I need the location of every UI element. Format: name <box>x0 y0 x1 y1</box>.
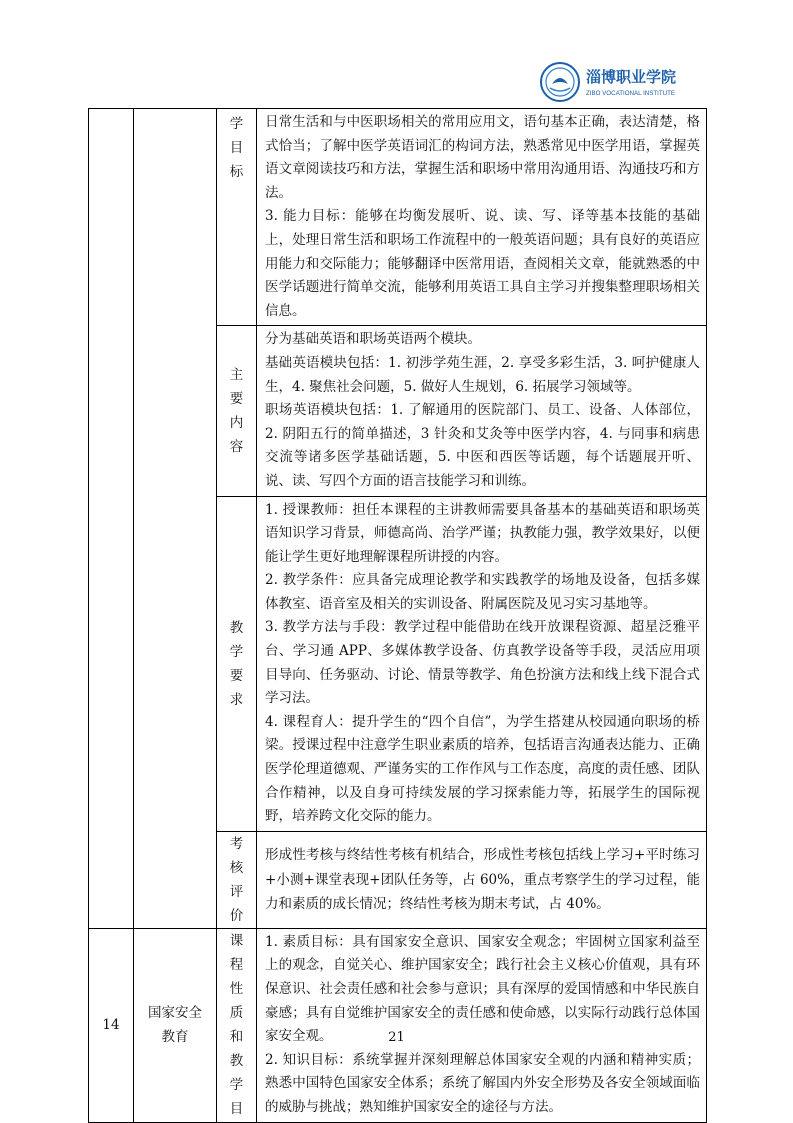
paragraph: 分为基础英语和职场英语两个模块。 <box>265 331 481 348</box>
page-number: 21 <box>388 1030 405 1045</box>
label-char: 价 <box>229 907 244 924</box>
row-number-cell-empty <box>89 109 134 929</box>
label-char: 内 <box>229 414 244 431</box>
paragraph: 2. 知识目标：系统掌握并深刻理解总体国家安全观的内涵和精神实质；熟悉中国特色国家安全体系；系统了解国内外安全形势及各安全领域面临的威胁与挑战；熟知维护国家安全的途径与方法。 <box>265 1051 700 1115</box>
label-char: 教 <box>229 619 244 636</box>
paragraph: 职场英语模块包括：1. 了解通用的医院部门、员工、设备、人体部位，2. 阴阳五行的简单描述，3 针灸和艾灸等中医学内容，4. 与同事和病患交流等诸多医学基础话题，5. 中医和西医等话题，每个话题展开听、说、读、写四个方面的语言技能学习和训练。 <box>265 402 700 489</box>
label-char: 要 <box>229 667 244 684</box>
college-logo <box>538 60 698 104</box>
label-char: 主 <box>229 366 244 383</box>
paragraph: 3. 能力目标：能够在均衡发展听、说、读、写、译等基本技能的基础上，处理日常生活和职场工作流程中的一般英语问题；具有良好的英语应用能力和交际能力；能够翻译中医常用语，查阅相关文章，能就熟悉的中医学话题进行简单交流，能够利用英语工具自主学习并搜集整理职场相关信息。 <box>265 208 700 319</box>
section-label-objectives <box>217 109 257 326</box>
section-label-main-content <box>217 326 257 496</box>
label-char: 学 <box>229 1077 244 1094</box>
section-label-assessment <box>217 831 257 928</box>
label-char: 评 <box>229 883 244 900</box>
paragraph: 基础英语模块包括：1. 初涉学苑生涯，2. 享受多彩生活，3. 呵护健康人生，4. 聚焦社会问题，5. 做好人生规划，6. 拓展学习领域等。 <box>265 354 700 395</box>
course-name-cell-empty <box>134 109 217 929</box>
label-char: 质 <box>229 1005 244 1022</box>
label-char: 核 <box>229 859 244 876</box>
curriculum-table <box>88 108 706 1123</box>
college-emblem-icon <box>538 60 698 104</box>
row-number: 14 <box>102 1017 120 1034</box>
label-char: 性 <box>229 981 244 998</box>
label-char: 求 <box>229 691 244 708</box>
label-char: 目 <box>229 140 244 156</box>
label-char: 程 <box>229 957 244 974</box>
row-course-14 <box>89 928 707 1122</box>
section-label-teaching-requirements <box>217 496 257 831</box>
label-char: 教 <box>229 1053 244 1070</box>
label-char: 和 <box>229 1029 244 1046</box>
course-name-cell <box>134 928 217 1122</box>
section-content-assessment <box>257 831 707 928</box>
label-char: 目 <box>229 1101 244 1118</box>
section-content-objectives <box>257 109 707 326</box>
row-objectives-continued <box>89 109 707 326</box>
label-char: 标 <box>229 164 244 180</box>
college-english-text: ZIBO VOCATIONAL INSTITUTE <box>586 90 676 97</box>
paragraph: 形成性考核与终结性考核有机结合，形成性考核包括线上学习+平时练习+小测+课堂表现+团队任务等，占 60%，重点考察学生的学习过程，能力和素质的成长情况；终结性考核为期末考试，占 40%。 <box>265 847 700 913</box>
paragraph: 日常生活和与中医职场相关的常用应用文，语句基本正确，表达清楚，格式恰当；了解中医学英语词汇的构词方法，熟悉常见中医学用语，掌握英语文章阅读技巧和方法，掌握生活和职场中常用沟通用语、沟通技巧和方法。 <box>265 114 700 201</box>
section-content-teaching-requirements <box>257 496 707 831</box>
label-char: 学 <box>229 116 244 132</box>
label-char: 要 <box>229 390 244 407</box>
paragraph: 3. 教学方法与手段：教学过程中能借助在线开放课程资源、超星泛雅平台、学习通 APP、多媒体教学设备、仿真教学设备等手段，灵活应用项目导向、任务驱动、讨论、情景等教学、角色扮演方法和线上线下混合式学习法。 <box>265 619 700 707</box>
section-content-course-nature <box>257 928 707 1122</box>
paragraph: 4. 课程育人：提升学生的“四个自信”，为学生搭建从校园通向职场的桥梁。授课过程中注意学生职业素质的培养，包括语言沟通表达能力、正确医学伦理道德观、严谨务实的工作作风与工作态度，高度的责任感、团队合作精神，以及自身可持续发展的学习探索能力等，拓展学生的国际视野，培养跨文化交际的能力。 <box>265 713 700 825</box>
paragraph: 1. 授课教师：担任本课程的主讲教师需要具备基本的基础英语和职场英语知识学习背景，师德高尚、治学严谨；执教能力强，教学效果好，以便能让学生更好地理解课程所讲授的内容。 <box>265 501 700 565</box>
course-name-line1: 国家安全 <box>148 1005 202 1022</box>
college-name-text: 淄博职业学院 <box>586 70 677 86</box>
course-name-line2: 教育 <box>161 1029 189 1046</box>
label-char: 容 <box>229 438 244 455</box>
row-number-cell <box>89 928 134 1122</box>
section-label-course-nature <box>217 928 257 1122</box>
label-char: 课 <box>229 933 244 950</box>
paragraph: 1. 素质目标：具有国家安全意识、国家安全观念；牢固树立国家利益至上的观念，自觉关心、维护国家安全；践行社会主义核心价值观，具有环保意识、社会责任感和社会参与意识；具有深厚的爱国情感和中华民族自豪感；具有自觉维护国家安全的责任感和使命感，以实际行动践行总体国家安全观。 <box>265 933 700 1045</box>
label-char: 学 <box>229 643 244 660</box>
section-content-main-content <box>257 326 707 496</box>
paragraph: 2. 教学条件：应具备完成理论教学和实践教学的场地及设备，包括多媒体教室、语音室及相关的实训设备、附属医院及见习实习基地等。 <box>265 572 700 612</box>
label-char: 考 <box>229 835 244 852</box>
